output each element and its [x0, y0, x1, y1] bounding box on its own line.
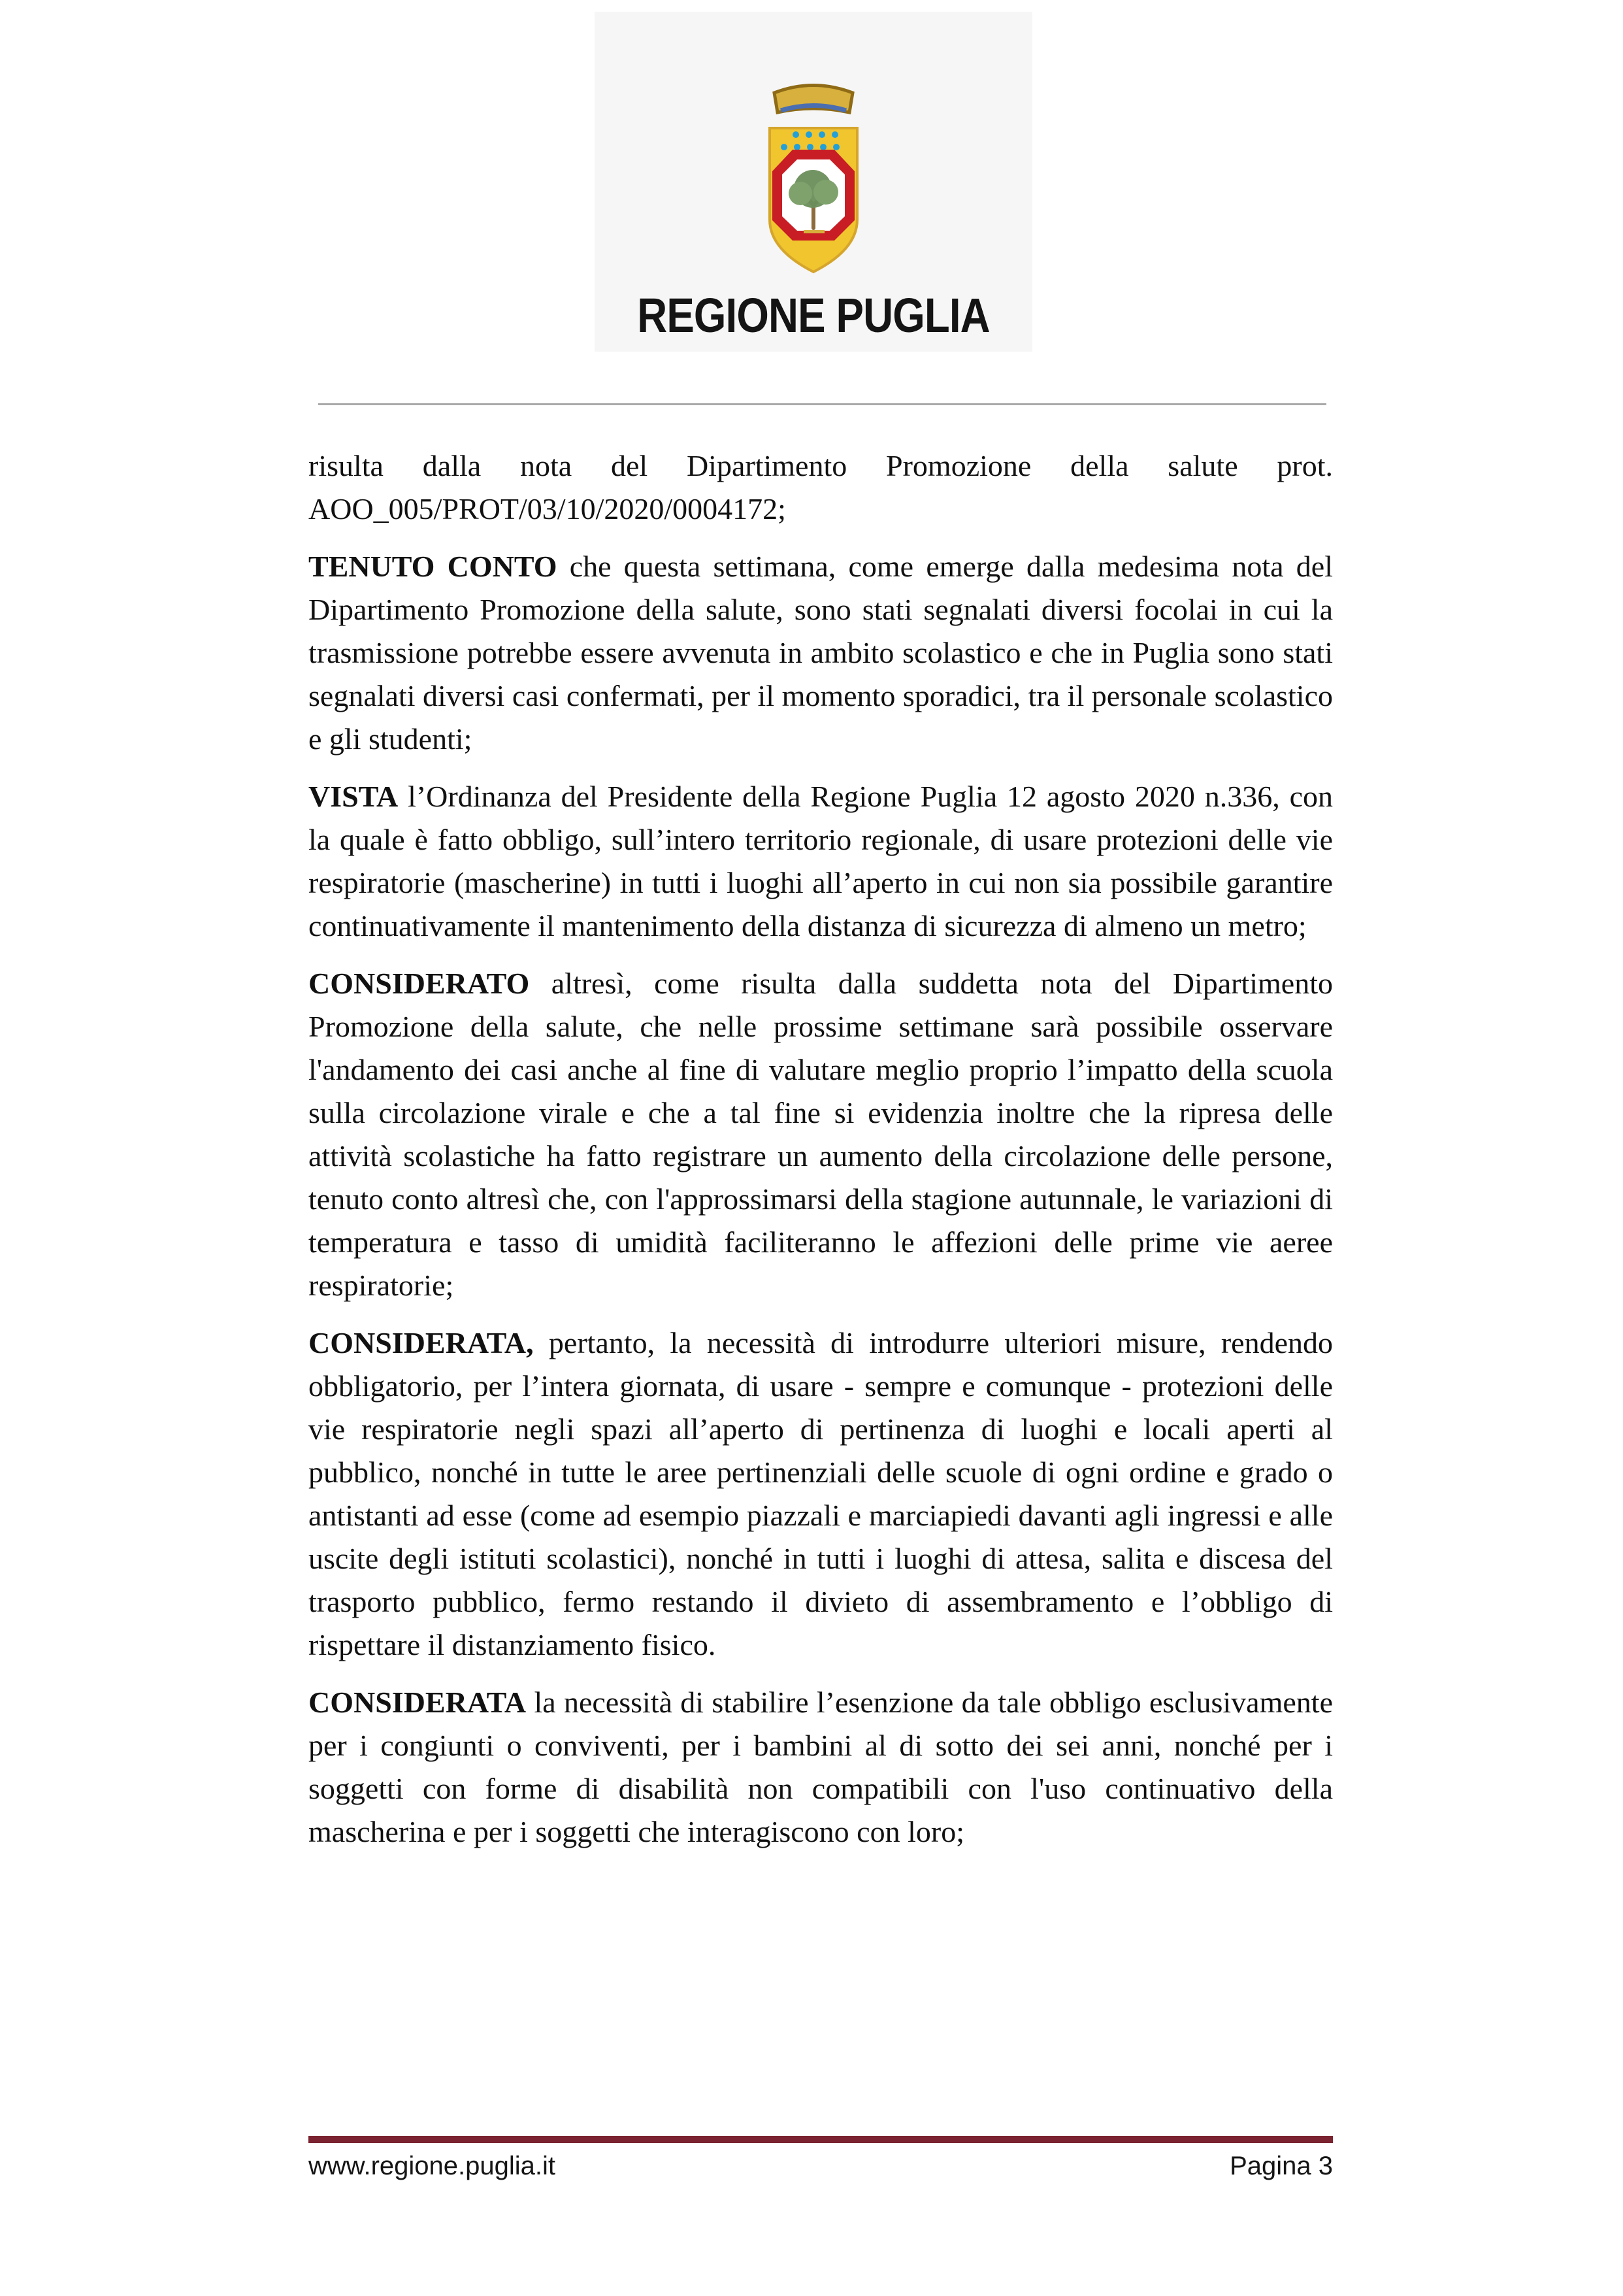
paragraph-considerato: CONSIDERATO altresì, come risulta dalla suddetta nota del Dipartimento Promozione della salute, che nelle prossime settimane sarà possibile osservare l'andamento dei casi anche al fine di valutare meglio proprio l’impatto della scuola sulla circolazione virale e che a tal fine si evidenzia inoltre che la ripresa delle attività scolastiche ha fatto registrare un aumento della circolazione delle persone, tenuto conto altresì che, con l'approssimarsi della stagione autunnale, le variazioni di temperatura e tasso di umidità faciliteranno le affezioni delle prime vie aeree respiratorie;	[308, 967, 1333, 1302]
paragraph-nota-dipartimento: risulta dalla nota del Dipartimento Promozione della salute prot. AOO_005/PROT/03/10/2020/0004172;	[308, 449, 1333, 525]
document-body	[308, 444, 1333, 1868]
website-link[interactable]: www.regione.puglia.it	[308, 2152, 555, 2180]
document-header	[595, 12, 1032, 352]
paragraph-tenuto-conto: TENUTO CONTO che questa settimana, come emerge dalla medesima nota del Dipartimento Promozione della salute, sono stati segnalati diversi focolai in cui la trasmissione potrebbe essere avvenuta in ambito scolastico e che in Puglia sono stati segnalati diversi casi confermati, per il momento sporadici, tra il personale scolastico e gli studenti;	[308, 550, 1333, 756]
paragraph-considerata-esenzione: CONSIDERATA la necessità di stabilire l’esenzione da tale obbligo esclusivamente per i congiunti o conviventi, per i bambini al di sotto dei sei anni, nonché per i soggetti con forme di disabilità non compatibili con l'uso continuativo della mascherina e per i soggetti che interagiscono con loro;	[308, 1686, 1333, 1848]
page-number: Pagina 3	[1230, 2152, 1333, 2180]
regione-puglia-wordmark: REGIONE PUGLIA	[637, 288, 990, 342]
footer-separator	[308, 2136, 1333, 2143]
paragraph-considerata-pertanto: CONSIDERATA, pertanto, la necessità di introdurre ulteriori misure, rendendo obbligatorio, per l’intera giornata, di usare - sempre e comunque - protezioni delle vie respiratorie negli spazi all’aperto di pertinenza di luoghi e locali aperti al pubblico, nonché in tutte le aree pertinenziali delle scuole di ogni ordine e grado o antistanti ad esse (come ad esempio piazzali e marciapiedi davanti agli ingressi e alle uscite degli istituti scolastici), nonché in tutti i luoghi di attesa, salita e discesa del trasporto pubblico, fermo restando il divieto di assembramento e l’obbligo di rispettare il distanziamento fisico.	[308, 1326, 1333, 1661]
regione-puglia-emblem-icon	[745, 81, 882, 277]
header-separator	[318, 403, 1326, 405]
paragraph-vista: VISTA l’Ordinanza del Presidente della Regione Puglia 12 agosto 2020 n.336, con la quale è fatto obbligo, sull’intero territorio regionale, di usare protezioni delle vie respiratorie (mascherine) in tutti i luoghi all’aperto in cui non sia possibile garantire continuativamente il mantenimento della distanza di sicurezza di almeno un metro;	[308, 780, 1333, 942]
